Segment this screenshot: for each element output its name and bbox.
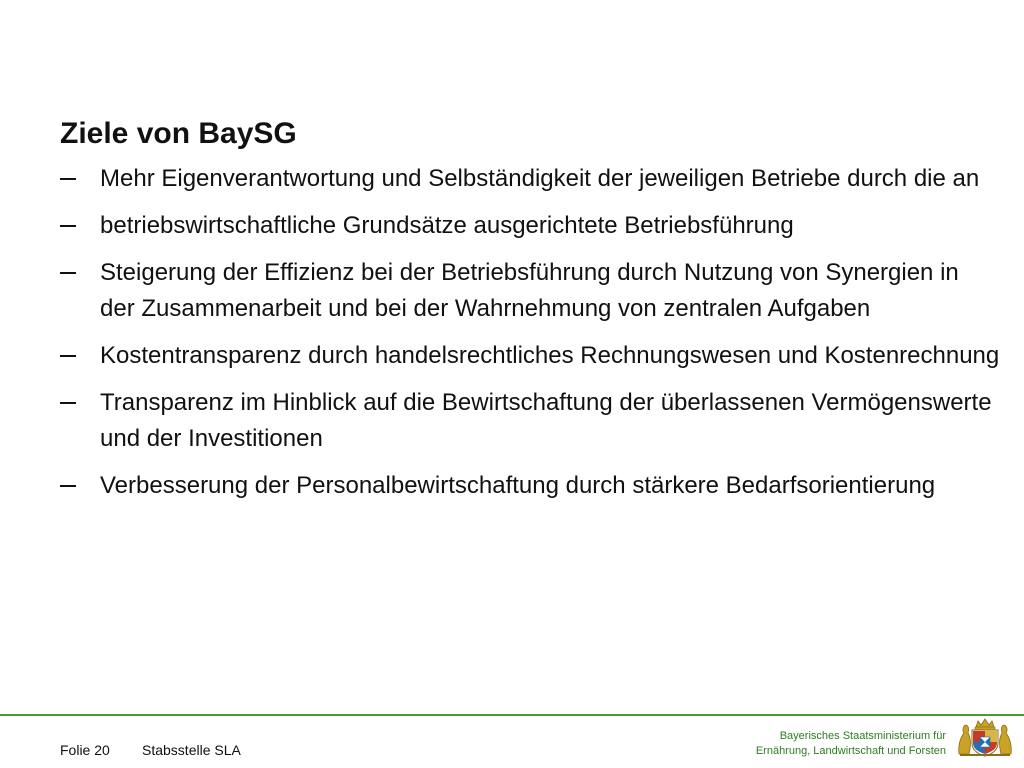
bullet-text: Transparenz im Hinblick auf die Bewirtschaftung der überlassenen Vermögenswerte und der Investitionen: [100, 389, 992, 452]
bullet-text: Steigerung der Effizienz bei der Betriebsführung durch Nutzung von Synergien in der Zusammenarbeit und bei der Wahrnehmung von zentralen Aufgaben: [100, 259, 959, 322]
bullet-text: Kostentransparenz durch handelsrechtliches Rechnungswesen und Kostenrechnung: [100, 342, 1000, 369]
bullet-item: [60, 255, 1000, 327]
footer-unit-label: Stabsstelle SLA: [142, 742, 241, 758]
bullet-item: [60, 161, 1000, 197]
bavarian-coat-of-arms-icon: [956, 718, 1014, 758]
bullet-list: [60, 161, 1000, 515]
dash-bullet-icon: [60, 402, 76, 404]
bullet-text: betriebswirtschaftliche Grundsätze ausgerichtete Betriebsführung: [100, 212, 794, 239]
dash-bullet-icon: [60, 225, 76, 227]
dash-bullet-icon: [60, 272, 76, 274]
bullet-text: Mehr Eigenverantwortung und Selbständigkeit der jeweiligen Betriebe durch die an: [100, 165, 980, 192]
dash-bullet-icon: [60, 485, 76, 487]
bullet-item: [60, 208, 1000, 244]
bullet-text: Verbesserung der Personalbewirtschaftung durch stärkere Bedarfsorientierung: [100, 472, 936, 499]
dash-bullet-icon: [60, 355, 76, 357]
bullet-item: [60, 385, 1000, 457]
ministry-line-2: Ernährung, Landwirtschaft und Forsten: [755, 745, 946, 757]
slide-number: Folie 20: [60, 742, 110, 758]
footer-divider: [0, 714, 1024, 716]
slide-title: Ziele von BaySG: [60, 117, 297, 150]
ministry-line-1: Bayerisches Staatsministerium für: [779, 730, 946, 742]
dash-bullet-icon: [60, 178, 76, 180]
ministry-name: [756, 729, 946, 759]
bullet-item: [60, 468, 1000, 504]
bullet-item: [60, 338, 1000, 374]
